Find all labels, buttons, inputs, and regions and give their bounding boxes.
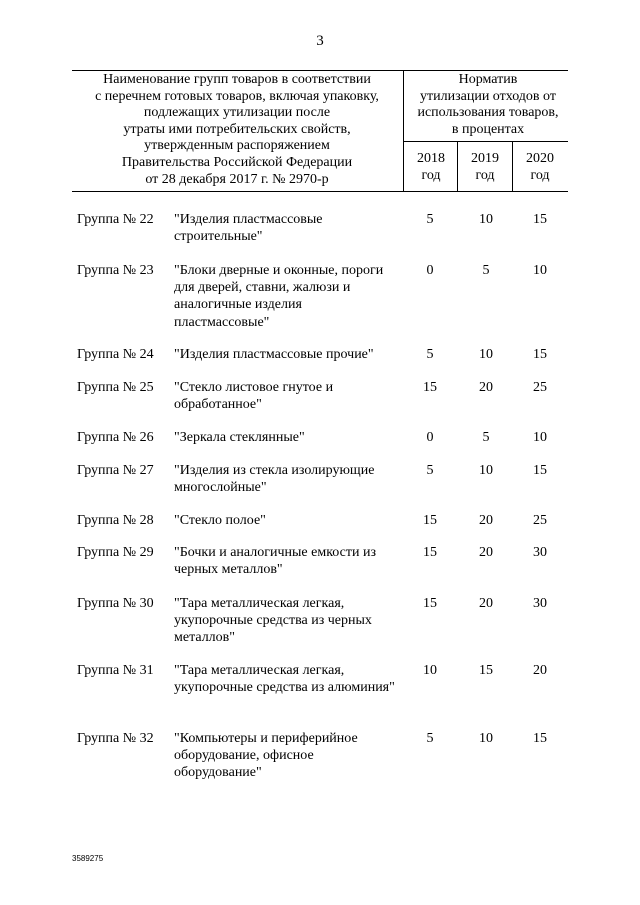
group-name: "Изделия пластмассовые прочие" xyxy=(174,347,374,362)
header-left-line: утраты ими потребительских свойств, xyxy=(123,121,351,137)
value-2020: 15 xyxy=(533,731,547,746)
value-2019: 20 xyxy=(479,380,493,395)
header-left-line: Правительства Российской Федерации xyxy=(121,154,353,170)
value-2018: 15 xyxy=(423,380,437,395)
group-name: "Стекло полое" xyxy=(174,513,266,528)
group-label: Группа № 32 xyxy=(77,731,154,746)
value-2019: 20 xyxy=(479,545,493,560)
group-label: Группа № 28 xyxy=(77,513,154,528)
header-left-line: Наименование групп товаров в соответствии xyxy=(103,72,371,87)
group-name: "Стекло листовое гнутое и обработанное" xyxy=(174,380,334,413)
value-2018: 15 xyxy=(423,596,437,611)
group-name: "Блоки дверные и оконные, пороги для дверей, ставни, жалюзи и аналогичные изделия пластмассовые" xyxy=(174,263,384,330)
value-2020: 20 xyxy=(533,663,547,678)
group-label: Группа № 30 xyxy=(77,596,154,611)
year-unit: год xyxy=(421,168,441,183)
value-2018: 15 xyxy=(423,513,437,528)
value-2019: 20 xyxy=(479,596,493,611)
value-2020: 25 xyxy=(533,513,547,528)
value-2020: 15 xyxy=(533,347,547,362)
value-2018: 0 xyxy=(426,430,434,445)
value-2018: 5 xyxy=(426,212,434,227)
value-2018: 0 xyxy=(426,263,434,278)
group-label: Группа № 26 xyxy=(77,430,154,445)
group-label: Группа № 25 xyxy=(77,380,154,395)
value-2020: 30 xyxy=(533,596,547,611)
value-2020: 25 xyxy=(533,380,547,395)
group-name: "Компьютеры и периферийное оборудование, офисное оборудование" xyxy=(174,731,358,781)
header-norm-line: утилизации отходов от xyxy=(420,88,556,104)
group-label: Группа № 29 xyxy=(77,545,154,560)
value-2020: 10 xyxy=(533,263,547,278)
year-unit: год xyxy=(530,168,550,183)
value-2020: 15 xyxy=(533,212,547,227)
year-label: 2018 xyxy=(417,151,445,166)
value-2019: 5 xyxy=(482,263,490,278)
group-name: "Бочки и аналогичные емкости из черных металлов" xyxy=(174,545,376,578)
header-top-rule xyxy=(72,70,568,71)
value-2019: 10 xyxy=(479,212,493,227)
group-label: Группа № 22 xyxy=(77,212,154,227)
year-unit: год xyxy=(475,168,495,183)
header-left-line: утвержденным распоряжением xyxy=(144,138,330,154)
header-divider-year-1 xyxy=(457,141,458,191)
header-left-line: подлежащих утилизации после xyxy=(143,105,331,121)
header-norm-line: в процентах xyxy=(451,121,525,137)
year-label: 2019 xyxy=(471,151,499,166)
group-name: "Тара металлическая легкая, укупорочные средства из алюминия" xyxy=(174,663,395,696)
group-label: Группа № 23 xyxy=(77,263,154,278)
value-2018: 5 xyxy=(426,731,434,746)
header-divider-main xyxy=(403,70,404,191)
value-2019: 5 xyxy=(482,430,490,445)
header-middle-rule xyxy=(404,141,568,142)
header-divider-year-2 xyxy=(512,141,513,191)
header-left-line: с перечнем готовых товаров, включая упаковку, xyxy=(95,88,379,104)
header-norm-line: Норматив xyxy=(458,72,518,87)
header-left-line: от 28 декабря 2017 г. № 2970-р xyxy=(145,171,329,187)
value-2020: 15 xyxy=(533,463,547,478)
value-2019: 10 xyxy=(479,731,493,746)
year-header-2018 xyxy=(406,150,456,184)
value-2020: 30 xyxy=(533,545,547,560)
value-2019: 10 xyxy=(479,347,493,362)
value-2020: 10 xyxy=(533,430,547,445)
page-number: 3 xyxy=(316,33,324,49)
header-bottom-rule xyxy=(72,191,568,192)
header-left-caption xyxy=(72,72,402,188)
document-code: 3589275 xyxy=(72,854,104,863)
group-label: Группа № 31 xyxy=(77,663,154,678)
header-norm-caption xyxy=(405,72,571,138)
group-label: Группа № 27 xyxy=(77,463,154,478)
year-header-2020 xyxy=(514,150,566,184)
year-header-2019 xyxy=(459,150,511,184)
value-2019: 10 xyxy=(479,463,493,478)
value-2019: 20 xyxy=(479,513,493,528)
year-label: 2020 xyxy=(526,151,554,166)
group-label: Группа № 24 xyxy=(77,347,154,362)
value-2018: 15 xyxy=(423,545,437,560)
value-2019: 15 xyxy=(479,663,493,678)
value-2018: 10 xyxy=(423,663,437,678)
group-name: "Изделия из стекла изолирующие многослойные" xyxy=(174,463,375,496)
group-name: "Зеркала стеклянные" xyxy=(174,430,305,445)
group-name: "Изделия пластмассовые строительные" xyxy=(174,212,323,245)
value-2018: 5 xyxy=(426,463,434,478)
header-norm-line: использования товаров, xyxy=(417,105,559,121)
group-name: "Тара металлическая легкая, укупорочные средства из черных металлов" xyxy=(174,596,372,646)
value-2018: 5 xyxy=(426,347,434,362)
